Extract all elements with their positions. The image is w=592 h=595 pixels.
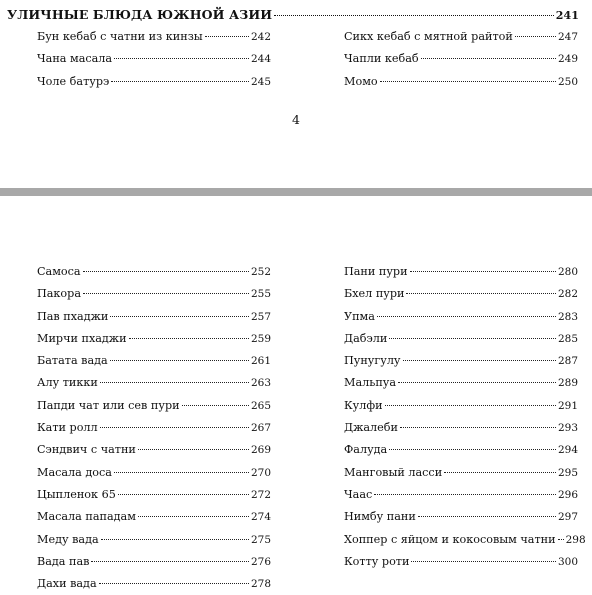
toc-entry-label: Пунугулу (344, 354, 401, 368)
toc-entry-label: Сэндвич с чатни (37, 443, 136, 457)
dot-leader (118, 494, 249, 495)
toc-entry-page: 289 (557, 377, 578, 390)
toc-entry-label: Кати ролл (37, 421, 98, 435)
dot-leader (374, 494, 556, 495)
toc-column-right (344, 26, 578, 93)
dot-leader (205, 36, 249, 37)
dot-leader (101, 539, 249, 540)
toc-entry[interactable] (37, 26, 271, 48)
dot-leader (138, 449, 249, 450)
page-separator (0, 188, 592, 196)
toc-entry-label: Фалуда (344, 443, 388, 457)
dot-leader (99, 583, 249, 584)
toc-column-left (37, 261, 271, 595)
dot-leader (403, 360, 556, 361)
toc-entry[interactable] (37, 71, 271, 93)
dot-leader (389, 338, 556, 339)
dot-leader (400, 427, 556, 428)
toc-entry-page: 265 (250, 399, 271, 412)
toc-entry[interactable] (37, 48, 271, 70)
toc-entry-label: Вада пав (37, 554, 90, 568)
toc-entry-page: 252 (250, 266, 271, 278)
toc-entry-label: Пав пхаджи (37, 309, 109, 323)
toc-entry-label: Чаас (344, 487, 373, 501)
toc-entry-page: 283 (557, 310, 578, 323)
toc-entry[interactable] (344, 71, 578, 93)
toc-entry-page: 287 (557, 355, 578, 368)
toc-entry-page: 280 (557, 266, 578, 278)
toc-entry-page: 257 (250, 310, 271, 323)
toc-entry-label: Дабэли (344, 331, 388, 345)
toc-entry-page: 250 (557, 75, 578, 88)
toc-entry-page: 263 (250, 377, 271, 390)
toc-entry-label: Мирчи пхаджи (37, 331, 127, 345)
toc-entry-label: Цыпленок 65 (37, 487, 116, 501)
dot-leader (515, 36, 556, 37)
toc-entry-page: 244 (250, 53, 271, 66)
dot-leader (418, 516, 556, 517)
toc-entry-page: 275 (250, 533, 271, 546)
dot-leader (138, 516, 249, 517)
dot-leader (410, 271, 556, 272)
toc-entry[interactable] (344, 372, 578, 394)
toc-entry-page: 300 (557, 555, 578, 568)
toc-entry[interactable] (344, 484, 578, 506)
toc-entry-page: 278 (250, 578, 271, 591)
toc-column-right (344, 261, 586, 573)
toc-entry-page: 261 (250, 355, 271, 368)
toc-page-1 (0, 0, 592, 188)
toc-entry[interactable] (37, 529, 271, 551)
toc-entry[interactable] (37, 573, 271, 595)
toc-entry[interactable] (344, 551, 578, 573)
dot-leader (380, 81, 556, 82)
toc-entry-page: 276 (250, 555, 271, 568)
toc-entry[interactable] (37, 506, 271, 528)
page-number: 4 (292, 112, 300, 127)
toc-entry-page: 259 (250, 332, 271, 345)
toc-entry[interactable] (344, 462, 578, 484)
toc-entry-label: Масала доса (37, 465, 112, 479)
dot-leader (274, 15, 554, 16)
toc-entry-page: 291 (557, 399, 578, 412)
toc-entry-label: Алу тикки (37, 376, 98, 390)
section-page-number: 241 (555, 9, 579, 22)
toc-entry-label: Котту роти (344, 554, 410, 568)
toc-entry-page: 272 (250, 488, 271, 501)
dot-leader (377, 316, 556, 317)
toc-entry-label: Меду вада (37, 532, 99, 546)
toc-entry-label: Чапли кебаб (344, 52, 419, 66)
toc-entry[interactable] (37, 350, 271, 372)
toc-entry[interactable] (37, 372, 271, 394)
toc-page-2 (0, 196, 592, 594)
dot-leader (110, 316, 249, 317)
toc-entry-page: 293 (557, 422, 578, 435)
toc-entry[interactable] (37, 306, 271, 328)
toc-entry[interactable] (344, 506, 578, 528)
toc-entry-page: 247 (557, 31, 578, 43)
toc-entry[interactable] (344, 529, 586, 551)
toc-entry[interactable] (37, 484, 271, 506)
toc-entry-page: 255 (250, 288, 271, 301)
toc-entry[interactable] (344, 283, 578, 305)
toc-entry-label: Бхел пури (344, 287, 405, 301)
toc-entry[interactable] (37, 439, 271, 461)
dot-leader (111, 81, 249, 82)
toc-entry[interactable] (344, 395, 578, 417)
dot-leader (110, 360, 249, 361)
dot-leader (558, 539, 564, 540)
dot-leader (406, 293, 555, 294)
toc-entry-label: Нимбу пани (344, 510, 416, 524)
toc-entry-page: 270 (250, 466, 271, 479)
dot-leader (100, 427, 249, 428)
dot-leader (389, 449, 556, 450)
toc-entry-label: Пакора (37, 287, 81, 301)
toc-entry-label: Манговый ласси (344, 465, 443, 479)
toc-entry-page: 274 (250, 511, 271, 524)
toc-entry-page: 245 (250, 75, 271, 88)
toc-entry[interactable] (344, 306, 578, 328)
dot-leader (421, 58, 556, 59)
toc-entry-label: Хоппер с яйцом и кокосовым чатни (344, 532, 556, 546)
toc-entry-label: Чана масала (37, 52, 113, 66)
toc-entry[interactable] (37, 395, 271, 417)
toc-entry-label: Папди чат или сев пури (37, 398, 180, 412)
section-title: УЛИЧНЫЕ БЛЮДА ЮЖНОЙ АЗИИ (7, 7, 273, 22)
dot-leader (114, 58, 249, 59)
section-heading (7, 7, 579, 22)
toc-entry-label: Пани пури (344, 265, 408, 278)
toc-entry-label: Кулфи (344, 398, 383, 412)
toc-entry[interactable] (344, 417, 578, 439)
dot-leader (129, 338, 249, 339)
toc-entry-page: 294 (557, 444, 578, 457)
toc-entry-label: Батата вада (37, 354, 108, 368)
toc-entry[interactable] (37, 328, 271, 350)
toc-entry[interactable] (344, 439, 578, 461)
toc-entry-label: Джалеби (344, 421, 398, 435)
toc-entry[interactable] (344, 26, 578, 48)
dot-leader (398, 382, 556, 383)
toc-entry[interactable] (344, 261, 578, 283)
toc-entry-page: 298 (565, 533, 586, 546)
toc-entry[interactable] (344, 328, 578, 350)
toc-entry[interactable] (37, 462, 271, 484)
toc-entry-label: Масала пападам (37, 510, 136, 524)
toc-entry[interactable] (37, 283, 271, 305)
toc-entry-label: Чоле батурэ (37, 74, 110, 88)
toc-entry[interactable] (344, 48, 578, 70)
toc-entry-page: 282 (557, 288, 578, 301)
toc-entry-page: 249 (557, 53, 578, 66)
dot-leader (83, 293, 249, 294)
toc-entry-page: 295 (557, 466, 578, 479)
toc-entry[interactable] (37, 261, 271, 283)
toc-entry[interactable] (37, 417, 271, 439)
toc-entry-label: Самоса (37, 265, 81, 278)
toc-entry-label: Момо (344, 74, 378, 88)
dot-leader (444, 472, 556, 473)
dot-leader (385, 405, 556, 406)
toc-entry-page: 242 (250, 31, 271, 43)
toc-column-left (37, 26, 271, 93)
dot-leader (91, 561, 249, 562)
toc-entry[interactable] (344, 350, 578, 372)
toc-entry-page: 285 (557, 332, 578, 345)
toc-entry-label: Мальпуа (344, 376, 397, 390)
toc-entry-label: Сикх кебаб с мятной райтой (344, 30, 513, 43)
dot-leader (83, 271, 249, 272)
toc-entry[interactable] (37, 551, 271, 573)
toc-entry-label: Бун кебаб с чатни из кинзы (37, 30, 203, 43)
toc-entry-page: 269 (250, 444, 271, 457)
dot-leader (114, 472, 249, 473)
toc-entry-page: 297 (557, 511, 578, 524)
toc-entry-page: 296 (557, 488, 578, 501)
toc-entry-label: Упма (344, 309, 375, 323)
toc-entry-page: 267 (250, 422, 271, 435)
dot-leader (182, 405, 249, 406)
dot-leader (100, 382, 249, 383)
toc-entry-label: Дахи вада (37, 577, 97, 591)
dot-leader (411, 561, 555, 562)
